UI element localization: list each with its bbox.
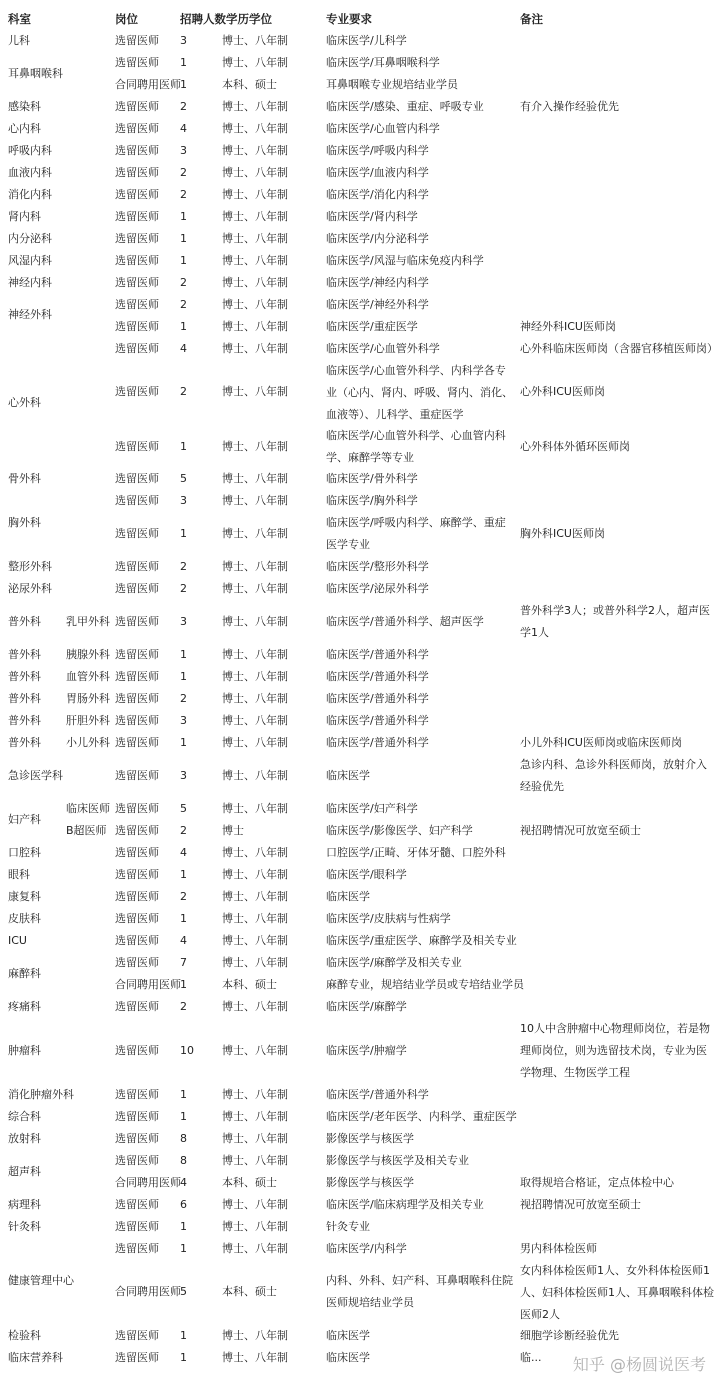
count-cell: 5 — [180, 472, 187, 485]
post-cell: 选留医师 — [115, 320, 159, 333]
major-cell: 临床医学/肿瘤学 — [326, 1044, 407, 1057]
major-cell: 临床医学/骨外科学 — [326, 472, 418, 485]
edu-cell: 博士、八年制 — [222, 890, 288, 903]
major-cell: 临床医学 — [326, 890, 370, 903]
dept-cell: 妇产科 — [8, 813, 41, 826]
post-cell: 选留医师 — [115, 956, 159, 969]
count-cell: 4 — [180, 122, 187, 135]
major-cell: 耳鼻咽喉专业规培结业学员 — [326, 78, 458, 91]
count-cell: 2 — [180, 692, 187, 705]
major-cell: 临床医学/消化内科学 — [326, 188, 429, 201]
post-cell: 合同聘用医师 — [115, 1176, 181, 1189]
edu-cell: 博士、八年制 — [222, 769, 288, 782]
edu-cell: 博士、八年制 — [222, 670, 288, 683]
post-cell: 选留医师 — [115, 824, 159, 837]
major-cell: 临床医学/心血管外科学、内科学各专业（心内、肾内、呼吸、肾内、消化、血液等）、儿科学、重症医学 — [326, 364, 513, 421]
dept-cell: 检验科 — [8, 1329, 41, 1342]
count-cell: 2 — [180, 188, 187, 201]
count-cell: 3 — [180, 144, 187, 157]
dept-cell: ICU — [8, 934, 27, 947]
edu-cell: 博士、八年制 — [222, 254, 288, 267]
count-cell: 2 — [180, 890, 187, 903]
post-cell: 选留医师 — [115, 802, 159, 815]
watermark-text: 知乎 @杨圆说医考 — [572, 1355, 706, 1374]
count-cell: 1 — [180, 56, 187, 69]
dept-cell: 肾内科 — [8, 210, 41, 223]
dept-cell: 综合科 — [8, 1110, 41, 1123]
dept-cell: 心外科 — [8, 396, 41, 409]
post-cell: 选留医师 — [115, 560, 159, 573]
dept-cell: 神经内科 — [8, 276, 52, 289]
edu-cell: 本科、硕士 — [222, 78, 277, 91]
dept-cell: 超声科 — [8, 1165, 41, 1178]
note-cell: 心外科临床医师岗（含器官移植医师岗） — [520, 342, 718, 355]
major-cell: 临床医学/儿科学 — [326, 34, 407, 47]
note-cell: 有介入操作经验优先 — [520, 100, 619, 113]
dept-cell: 儿科 — [8, 34, 30, 47]
major-cell: 临床医学/麻醉学及相关专业 — [326, 956, 462, 969]
dept-cell: 神经外科 — [8, 308, 52, 321]
edu-cell: 博士、八年制 — [222, 868, 288, 881]
post-cell: 选留医师 — [115, 527, 159, 540]
major-cell: 临床医学/心血管外科学、心血管内科学、麻醉学等专业 — [326, 429, 506, 464]
note-cell: 视招聘情况可放宽至硕士 — [520, 1198, 641, 1211]
major-cell: 临床医学/心血管外科学 — [326, 342, 440, 355]
post-cell: 选留医师 — [115, 890, 159, 903]
major-cell: 影像医学与核医学及相关专业 — [326, 1154, 469, 1167]
post-cell: 选留医师 — [115, 868, 159, 881]
edu-cell: 博士、八年制 — [222, 1220, 288, 1233]
major-cell: 临床医学/心血管内科学 — [326, 122, 440, 135]
note-cell: 胸外科ICU医师岗 — [520, 527, 605, 540]
major-cell: 口腔医学/正畸、牙体牙髓、口腔外科 — [326, 846, 506, 859]
post-cell: 选留医师 — [115, 1242, 159, 1255]
subdept-cell: 血管外科 — [66, 670, 110, 683]
edu-cell: 博士、八年制 — [222, 385, 288, 398]
count-cell: 1 — [180, 1351, 187, 1364]
count-cell: 8 — [180, 1154, 187, 1167]
count-cell: 2 — [180, 824, 187, 837]
post-cell: 选留医师 — [115, 56, 159, 69]
count-cell: 2 — [180, 385, 187, 398]
post-cell: 选留医师 — [115, 210, 159, 223]
count-cell: 3 — [180, 714, 187, 727]
edu-cell: 博士、八年制 — [222, 1044, 288, 1057]
major-cell: 临床医学/临床病理学及相关专业 — [326, 1198, 484, 1211]
edu-cell: 博士、八年制 — [222, 34, 288, 47]
dept-cell: 放射科 — [8, 1132, 41, 1145]
major-cell: 影像医学与核医学 — [326, 1176, 414, 1189]
edu-cell: 博士、八年制 — [222, 846, 288, 859]
count-cell: 1 — [180, 254, 187, 267]
dept-cell: 普外科 — [8, 736, 41, 749]
dept-cell: 内分泌科 — [8, 232, 52, 245]
edu-cell: 博士、八年制 — [222, 1000, 288, 1013]
count-cell: 2 — [180, 276, 187, 289]
edu-cell: 博士、八年制 — [222, 1242, 288, 1255]
count-cell: 1 — [180, 232, 187, 245]
count-cell: 6 — [180, 1198, 187, 1211]
major-cell: 临床医学/胸外科学 — [326, 494, 418, 507]
dept-cell: 普外科 — [8, 692, 41, 705]
edu-cell: 博士、八年制 — [222, 56, 288, 69]
dept-cell: 皮肤科 — [8, 912, 41, 925]
major-cell: 临床医学/风湿与临床免疫内科学 — [326, 254, 484, 267]
count-cell: 1 — [180, 1220, 187, 1233]
dept-cell: 心内科 — [8, 122, 41, 135]
edu-cell: 博士、八年制 — [222, 276, 288, 289]
post-cell: 选留医师 — [115, 385, 159, 398]
major-cell: 临床医学/普通外科学、超声医学 — [326, 615, 484, 628]
post-cell: 选留医师 — [115, 254, 159, 267]
subdept-cell: 胃肠外科 — [66, 692, 110, 705]
post-cell: 选留医师 — [115, 714, 159, 727]
dept-cell: 疼痛科 — [8, 1000, 41, 1013]
edu-cell: 博士、八年制 — [222, 298, 288, 311]
edu-cell: 博士、八年制 — [222, 188, 288, 201]
count-cell: 3 — [180, 615, 187, 628]
dept-cell: 呼吸内科 — [8, 144, 52, 157]
post-cell: 选留医师 — [115, 648, 159, 661]
dept-cell: 耳鼻咽喉科 — [8, 67, 63, 80]
post-cell: 选留医师 — [115, 166, 159, 179]
edu-cell: 博士、八年制 — [222, 1088, 288, 1101]
edu-cell: 博士、八年制 — [222, 144, 288, 157]
count-cell: 4 — [180, 342, 187, 355]
count-cell: 4 — [180, 1176, 187, 1189]
edu-cell: 博士、八年制 — [222, 956, 288, 969]
post-cell: 选留医师 — [115, 769, 159, 782]
dept-cell: 消化肿瘤外科 — [8, 1088, 74, 1101]
major-cell: 临床医学/普通外科学 — [326, 714, 429, 727]
count-cell: 8 — [180, 1132, 187, 1145]
dept-cell: 麻醉科 — [8, 967, 41, 980]
dept-cell: 临床营养科 — [8, 1351, 63, 1364]
major-cell: 临床医学 — [326, 769, 370, 782]
post-cell: 选留医师 — [115, 1329, 159, 1342]
edu-cell: 博士、八年制 — [222, 736, 288, 749]
edu-cell: 博士、八年制 — [222, 342, 288, 355]
header-dept: 科室 — [8, 12, 31, 26]
dept-cell: 康复科 — [8, 890, 41, 903]
post-cell: 选留医师 — [115, 1044, 159, 1057]
post-cell: 选留医师 — [115, 342, 159, 355]
post-cell: 选留医师 — [115, 1220, 159, 1233]
note-cell: 心外科ICU医师岗 — [520, 385, 605, 398]
major-cell: 临床医学/重症医学、麻醉学及相关专业 — [326, 934, 517, 947]
edu-cell: 博士、八年制 — [222, 1110, 288, 1123]
post-cell: 选留医师 — [115, 736, 159, 749]
post-cell: 选留医师 — [115, 934, 159, 947]
dept-cell: 血液内科 — [8, 166, 52, 179]
count-cell: 1 — [180, 648, 187, 661]
edu-cell: 博士、八年制 — [222, 494, 288, 507]
edu-cell: 博士、八年制 — [222, 232, 288, 245]
note-cell: 视招聘情况可放宽至硕士 — [520, 824, 641, 837]
major-cell: 影像医学与核医学 — [326, 1132, 414, 1145]
major-cell: 临床医学/肾内科学 — [326, 210, 418, 223]
edu-cell: 博士、八年制 — [222, 210, 288, 223]
major-cell: 临床医学/重症医学 — [326, 320, 418, 333]
major-cell: 临床医学/内分泌科学 — [326, 232, 429, 245]
edu-cell: 博士、八年制 — [222, 472, 288, 485]
count-cell: 1 — [180, 1088, 187, 1101]
note-cell: 神经外科ICU医师岗 — [520, 320, 616, 333]
major-cell: 临床医学/神经内科学 — [326, 276, 429, 289]
major-cell: 临床医学 — [326, 1329, 370, 1342]
major-cell: 针灸专业 — [326, 1220, 370, 1233]
post-cell: 选留医师 — [115, 144, 159, 157]
post-cell: 选留医师 — [115, 1088, 159, 1101]
major-cell: 临床医学/耳鼻咽喉科学 — [326, 56, 440, 69]
edu-cell: 博士、八年制 — [222, 440, 288, 453]
post-cell: 选留医师 — [115, 1000, 159, 1013]
note-cell: 男内科体检医师 — [520, 1242, 597, 1255]
dept-cell: 普外科 — [8, 648, 41, 661]
subdept-cell: 肝胆外科 — [66, 714, 110, 727]
count-cell: 1 — [180, 912, 187, 925]
subdept-cell: 胰腺外科 — [66, 648, 110, 661]
count-cell: 1 — [180, 1110, 187, 1123]
note-cell: 急诊内科、急诊外科医师岗，放射介入经验优先 — [520, 758, 707, 793]
count-cell: 1 — [180, 1242, 187, 1255]
note-cell: 临... — [520, 1351, 542, 1364]
post-cell: 选留医师 — [115, 692, 159, 705]
post-cell: 选留医师 — [115, 440, 159, 453]
edu-cell: 本科、硕士 — [222, 1285, 277, 1298]
subdept-cell: 小儿外科 — [66, 736, 110, 749]
post-cell: 选留医师 — [115, 472, 159, 485]
count-cell: 1 — [180, 210, 187, 223]
dept-cell: 普外科 — [8, 615, 41, 628]
major-cell: 临床医学/妇产科学 — [326, 802, 418, 815]
major-cell: 临床医学/普通外科学 — [326, 648, 429, 661]
note-cell: 心外科体外循环医师岗 — [520, 440, 630, 453]
edu-cell: 博士、八年制 — [222, 122, 288, 135]
subdept-cell: 临床医师 — [66, 802, 110, 815]
dept-cell: 泌尿外科 — [8, 582, 52, 595]
major-cell: 临床医学/眼科学 — [326, 868, 407, 881]
dept-cell: 感染科 — [8, 100, 41, 113]
count-cell: 3 — [180, 494, 187, 507]
post-cell: 选留医师 — [115, 615, 159, 628]
count-cell: 2 — [180, 1000, 187, 1013]
edu-cell: 博士、八年制 — [222, 1351, 288, 1364]
major-cell: 临床医学/普通外科学 — [326, 1088, 429, 1101]
count-cell: 4 — [180, 846, 187, 859]
count-cell: 4 — [180, 934, 187, 947]
edu-cell: 博士、八年制 — [222, 320, 288, 333]
edu-cell: 博士、八年制 — [222, 802, 288, 815]
count-cell: 1 — [180, 320, 187, 333]
count-cell: 1 — [180, 736, 187, 749]
edu-cell: 本科、硕士 — [222, 978, 277, 991]
post-cell: 选留医师 — [115, 298, 159, 311]
header-major: 专业要求 — [326, 12, 372, 26]
major-cell: 临床医学/影像医学、妇产科学 — [326, 824, 473, 837]
major-cell: 临床医学/内科学 — [326, 1242, 407, 1255]
edu-cell: 博士 — [222, 824, 244, 837]
post-cell: 合同聘用医师 — [115, 1285, 181, 1298]
major-cell: 临床医学/皮肤病与性病学 — [326, 912, 451, 925]
edu-cell: 博士、八年制 — [222, 1154, 288, 1167]
note-cell: 女内科体检医师1人、女外科体检医师1人、妇科体检医师1人、耳鼻咽喉科体检医师2人 — [520, 1264, 714, 1321]
post-cell: 选留医师 — [115, 276, 159, 289]
edu-cell: 博士、八年制 — [222, 934, 288, 947]
edu-cell: 博士、八年制 — [222, 100, 288, 113]
dept-cell: 急诊医学科 — [8, 769, 63, 782]
post-cell: 选留医师 — [115, 1198, 159, 1211]
post-cell: 选留医师 — [115, 912, 159, 925]
post-cell: 选留医师 — [115, 670, 159, 683]
count-cell: 10 — [180, 1044, 194, 1057]
post-cell: 选留医师 — [115, 1154, 159, 1167]
dept-cell: 风湿内科 — [8, 254, 52, 267]
note-cell: 取得规培合格证，定点体检中心 — [520, 1176, 674, 1189]
count-cell: 7 — [180, 956, 187, 969]
post-cell: 选留医师 — [115, 232, 159, 245]
post-cell: 选留医师 — [115, 34, 159, 47]
major-cell: 临床医学/呼吸内科学、麻醉学、重症医学专业 — [326, 516, 506, 551]
major-cell: 临床医学/感染、重症、呼吸专业 — [326, 100, 484, 113]
edu-cell: 博士、八年制 — [222, 560, 288, 573]
header-count-edu: 招聘人数学历学位 — [180, 12, 272, 26]
major-cell: 临床医学/呼吸内科学 — [326, 144, 429, 157]
edu-cell: 博士、八年制 — [222, 1198, 288, 1211]
post-cell: 选留医师 — [115, 1132, 159, 1145]
edu-cell: 博士、八年制 — [222, 692, 288, 705]
post-cell: 选留医师 — [115, 188, 159, 201]
edu-cell: 博士、八年制 — [222, 714, 288, 727]
edu-cell: 博士、八年制 — [222, 527, 288, 540]
post-cell: 选留医师 — [115, 122, 159, 135]
post-cell: 合同聘用医师 — [115, 978, 181, 991]
count-cell: 1 — [180, 670, 187, 683]
edu-cell: 博士、八年制 — [222, 1329, 288, 1342]
dept-cell: 普外科 — [8, 714, 41, 727]
count-cell: 2 — [180, 560, 187, 573]
post-cell: 选留医师 — [115, 494, 159, 507]
major-cell: 临床医学/神经外科学 — [326, 298, 429, 311]
count-cell: 1 — [180, 78, 187, 91]
major-cell: 临床医学/血液内科学 — [326, 166, 429, 179]
dept-cell: 健康管理中心 — [8, 1274, 74, 1287]
count-cell: 3 — [180, 34, 187, 47]
edu-cell: 本科、硕士 — [222, 1176, 277, 1189]
dept-cell: 胸外科 — [8, 516, 41, 529]
note-cell: 小儿外科ICU医师岗或临床医师岗 — [520, 736, 682, 749]
major-cell: 临床医学/普通外科学 — [326, 670, 429, 683]
note-cell: 10人中含肿瘤中心物理师岗位，若是物理师岗位，则为选留技术岗，专业为医学物理、生物医学工程 — [520, 1022, 710, 1079]
count-cell: 2 — [180, 582, 187, 595]
major-cell: 临床医学 — [326, 1351, 370, 1364]
count-cell: 1 — [180, 527, 187, 540]
header-note: 备注 — [520, 12, 543, 26]
post-cell: 选留医师 — [115, 1351, 159, 1364]
count-cell: 3 — [180, 769, 187, 782]
edu-cell: 博士、八年制 — [222, 648, 288, 661]
note-cell: 细胞学诊断经验优先 — [520, 1329, 619, 1342]
dept-cell: 骨外科 — [8, 472, 41, 485]
edu-cell: 博士、八年制 — [222, 1132, 288, 1145]
major-cell: 临床医学/普通外科学 — [326, 692, 429, 705]
major-cell: 麻醉专业，规培结业学员或专培结业学员 — [326, 978, 524, 991]
dept-cell: 病理科 — [8, 1198, 41, 1211]
edu-cell: 博士、八年制 — [222, 912, 288, 925]
count-cell: 1 — [180, 978, 187, 991]
dept-cell: 普外科 — [8, 670, 41, 683]
post-cell: 合同聘用医师 — [115, 78, 181, 91]
count-cell: 2 — [180, 298, 187, 311]
count-cell: 5 — [180, 1285, 187, 1298]
dept-cell: 消化内科 — [8, 188, 52, 201]
dept-cell: 肿瘤科 — [8, 1044, 41, 1057]
count-cell: 2 — [180, 100, 187, 113]
dept-cell: 眼科 — [8, 868, 30, 881]
subdept-cell: B超医师 — [66, 824, 107, 837]
post-cell: 选留医师 — [115, 100, 159, 113]
dept-cell: 整形外科 — [8, 560, 52, 573]
header-post: 岗位 — [115, 12, 138, 26]
count-cell: 1 — [180, 1329, 187, 1342]
major-cell: 临床医学/泌尿外科学 — [326, 582, 429, 595]
subdept-cell: 乳甲外科 — [66, 615, 110, 628]
dept-cell: 口腔科 — [8, 846, 41, 859]
edu-cell: 博士、八年制 — [222, 615, 288, 628]
edu-cell: 博士、八年制 — [222, 166, 288, 179]
post-cell: 选留医师 — [115, 582, 159, 595]
count-cell: 5 — [180, 802, 187, 815]
note-cell: 普外科学3人；或普外科学2人，超声医学1人 — [520, 604, 710, 639]
major-cell: 临床医学/普通外科学 — [326, 736, 429, 749]
post-cell: 选留医师 — [115, 1110, 159, 1123]
edu-cell: 博士、八年制 — [222, 582, 288, 595]
major-cell: 临床医学/整形外科学 — [326, 560, 429, 573]
post-cell: 选留医师 — [115, 846, 159, 859]
count-cell: 1 — [180, 440, 187, 453]
dept-cell: 针灸科 — [8, 1220, 41, 1233]
major-cell: 临床医学/麻醉学 — [326, 1000, 407, 1013]
count-cell: 1 — [180, 868, 187, 881]
major-cell: 临床医学/老年医学、内科学、重症医学 — [326, 1110, 517, 1123]
major-cell: 内科、外科、妇产科、耳鼻咽喉科住院医师规培结业学员 — [326, 1274, 513, 1309]
count-cell: 2 — [180, 166, 187, 179]
